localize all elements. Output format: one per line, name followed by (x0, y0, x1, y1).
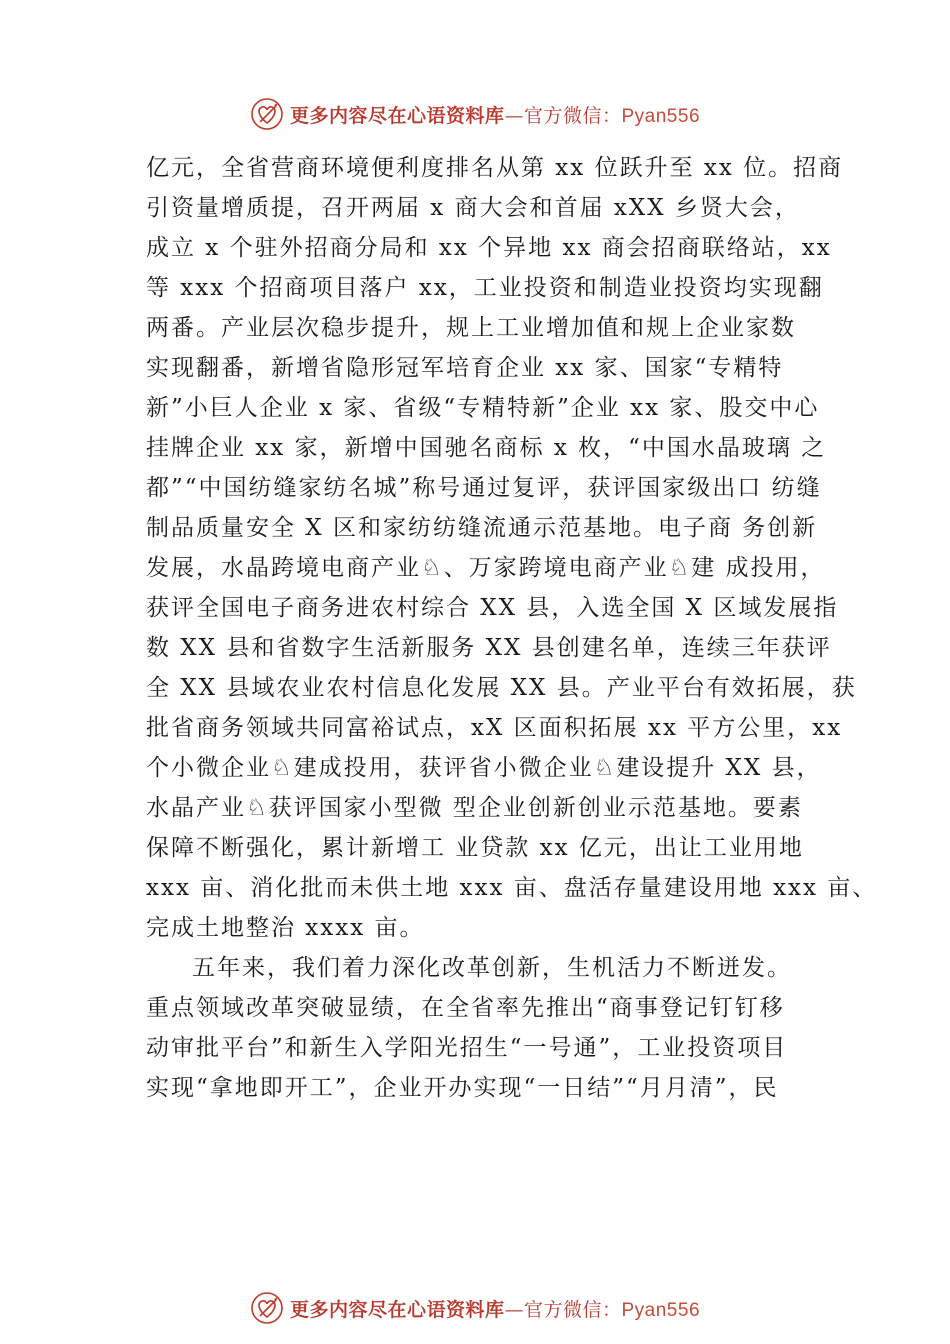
header-banner-text (290, 101, 700, 128)
body-line: 个小微企业♘建成投用，获评省小微企业♘建设提升 XX 县， (146, 755, 822, 781)
body-line: 动审批平台”和新生入学阳光招生“一号通”，工业投资项目 (146, 1035, 788, 1061)
header-banner (0, 92, 950, 136)
body-line: 实现翻番，新增省隐形冠军培育企业 xx 家、国家“专精特 (146, 355, 784, 381)
body-line: 数 XX 县和省数字生活新服务 XX 县创建名单，连续三年获评 (146, 635, 832, 661)
body-line: 重点领域改革突破显绩，在全省率先推出“商事登记钉钉移 (146, 995, 785, 1021)
body-line: xxx 亩、消化批而未供土地 xxx 亩、盘活存量建设用地 xxx 亩、 (146, 875, 878, 901)
body-line: 成立 x 个驻外招商分局和 xx 个异地 xx 商会招商联络站，xx (146, 235, 832, 261)
heart-pen-logo-icon (250, 97, 284, 131)
footer-banner (0, 1286, 950, 1330)
body-line: 引资量增质提，召开两届 x 商大会和首届 xXX 乡贤大会， (146, 195, 800, 221)
paragraph-start-line: 五年来，我们着力深化改革创新，生机活力不断迸发。 (192, 955, 792, 981)
body-line: 实现“拿地即开工”，企业开办实现“一日结”“月月清”，民 (146, 1075, 779, 1101)
body-line: 制品质量安全 X 区和家纺纺缝流通示范基地。电子商 务创新 (146, 515, 818, 541)
body-line: 批省商务领域共同富裕试点，xX 区面积拓展 xx 平方公里，xx (146, 715, 843, 741)
heart-pen-logo-icon (250, 1291, 284, 1325)
body-line: 两番。产业层次稳步提升，规上工业增加值和规上企业家数 (146, 315, 796, 341)
body-line: 获评全国电子商务进农村综合 XX 县，入选全国 X 区域发展指 (146, 595, 839, 621)
header-banner-prefix: 更多内容尽在心语资料库 (289, 104, 505, 127)
body-line: 发展，水晶跨境电商产业♘、万家跨境电商产业♘建 成投用， (146, 555, 826, 581)
footer-wechat-id: Pyan556 (621, 1299, 701, 1321)
footer-banner-separator: — (504, 1298, 524, 1321)
body-line: 全 XX 县域农业农村信息化发展 XX 县。产业平台有效拓展，获 (146, 675, 857, 701)
header-wechat-label: 官方微信： (523, 104, 622, 127)
body-line: 新”小巨人企业 x 家、省级“专精特新”企业 xx 家、股交中心 (146, 395, 820, 421)
header-banner-separator: — (504, 104, 524, 127)
body-line: 亿元，全省营商环境便利度排名从第 xx 位跃升至 xx 位。招商 (146, 155, 844, 181)
document-body (146, 148, 878, 1108)
body-line: 等 xxx 个招商项目落户 xx，工业投资和制造业投资均实现翻 (146, 275, 824, 301)
footer-banner-text (290, 1295, 700, 1322)
body-line: 保障不断强化，累计新增工 业贷款 xx 亿元，出让工业用地 (146, 835, 804, 861)
header-wechat-id: Pyan556 (621, 105, 701, 127)
body-line: 都”“中国纺缝家纺名城”称号通过复评，获评国家级出口 纺缝 (146, 475, 822, 501)
footer-banner-prefix: 更多内容尽在心语资料库 (289, 1298, 505, 1321)
body-line: 水晶产业♘获评国家小型微 型企业创新创业示范基地。要素 (146, 795, 803, 821)
body-line: 挂牌企业 xx 家，新增中国驰名商标 x 枚，“中国水晶玻璃 之 (146, 435, 827, 461)
body-line: 完成土地整治 xxxx 亩。 (146, 915, 425, 941)
footer-wechat-label: 官方微信： (523, 1298, 622, 1321)
